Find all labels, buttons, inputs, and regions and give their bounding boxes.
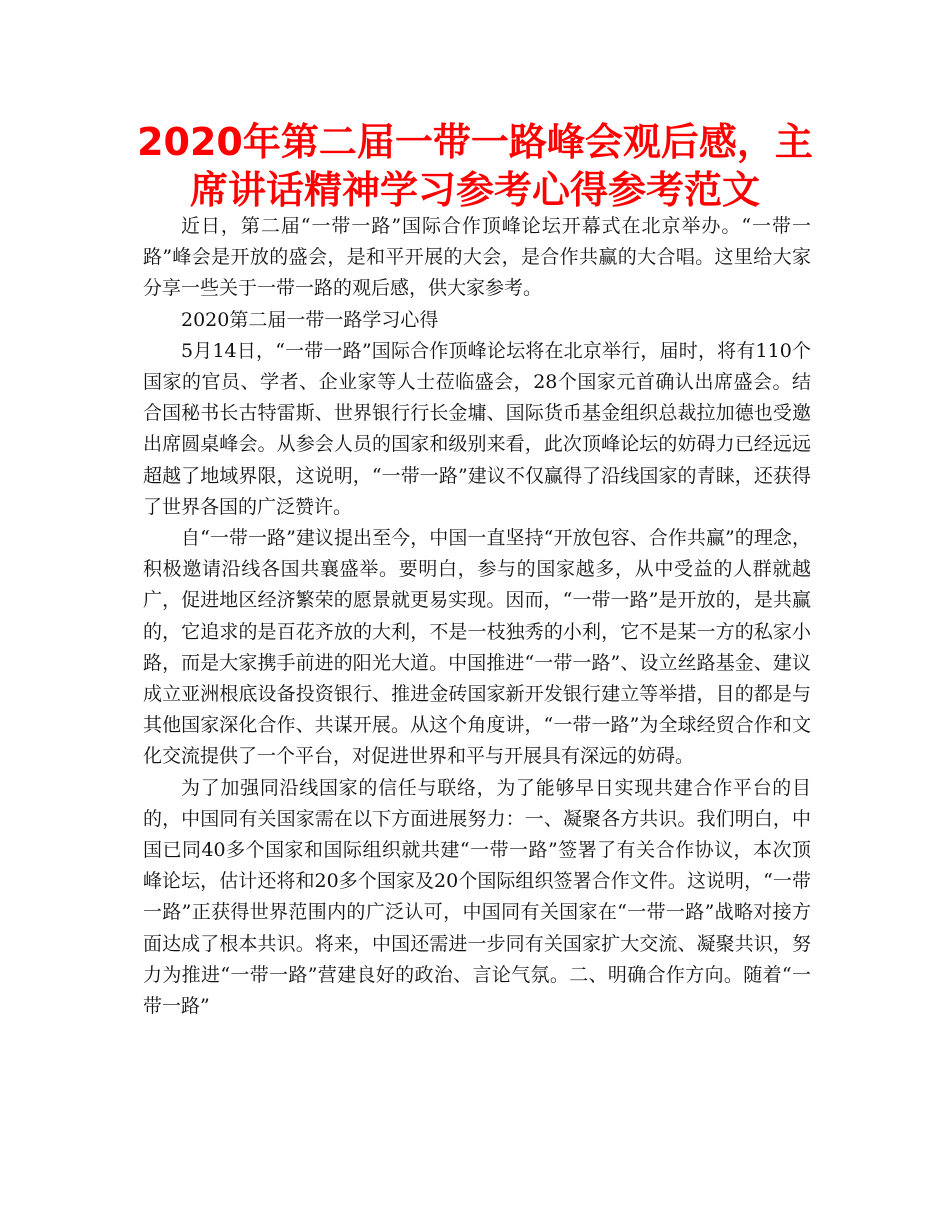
paragraph-summit-attendance: 5月14日，“一带一路”国际合作顶峰论坛将在北京举行，届时，将有110个国家的官员、学者、企业家等人士莅临盛会，28个国家元首确认出席盛会。结合国秘书长古特雷斯、世界银行行长金墉、国际货币基金组织总裁拉加德也受邀出席圆桌峰会。从参会人员的国家和级别来看，此次顶峰论坛的妨碍力已经远远超越了地域界限，这说明，“一带一路”建议不仅赢得了沿线国家的青睐，还获得了世界各国的广泛赞许。 xyxy=(143,339,811,518)
document-body xyxy=(143,211,811,1022)
document-title: 2020年第二届一带一路峰会观后感，主席讲话精神学习参考心得参考范文 xyxy=(137,120,813,212)
paragraph-intro: 近日，第二届“一带一路”国际合作顶峰论坛开幕式在北京举办。“一带一路”峰会是开放的盛会，是和平开展的大会，是合作共赢的大合唱。这里给大家分享一些关于一带一路的观后感，供大家参考。 xyxy=(143,215,811,300)
paragraph-openness: 自“一带一路”建议提出至今，中国一直坚持“开放包容、合作共赢”的理念，积极邀请沿线各国共襄盛举。要明白，参与的国家越多，从中受益的人群就越广，促进地区经济繁荣的愿景就更易实现。因而，“一带一路”是开放的，是共赢的，它追求的是百花齐放的大利，不是一枝独秀的小利，它不是某一方的私家小路，而是大家携手前进的阳光大道。中国推进“一带一路”、设立丝路基金、建议成立亚洲根底设备投资银行、推进金砖国家新开发银行建立等举措，目的都是与其他国家深化合作、共谋开展。从这个角度讲，“一带一路”为全球经贸合作和文化交流提供了一个平台，对促进世界和平与开展具有深远的妨碍。 xyxy=(143,527,811,768)
paragraph-subheading: 2020第二届一带一路学习心得 xyxy=(181,308,439,331)
paragraph-cooperation: 为了加强同沿线国家的信任与联络，为了能够早日实现共建合作平台的目的，中国同有关国家需在以下方面进展努力：一、凝聚各方共识。我们明白，中国已同40多个国家和国际组织就共建“一带一路”签署了有关合作协议，本次顶峰论坛，估计还将和20多个国家及20个国际组织签署合作文件。这说明，“一带一路”正获得世界范围内的广泛认可，中国同有关国家在“一带一路”战略对接方面达成了根本共识。将来，中国还需进一步同有关国家扩大交流、凝聚共识，努力为推进“一带一路”营建良好的政治、言论气氛。二、明确合作方向。随着“一带一路” xyxy=(143,776,811,1018)
